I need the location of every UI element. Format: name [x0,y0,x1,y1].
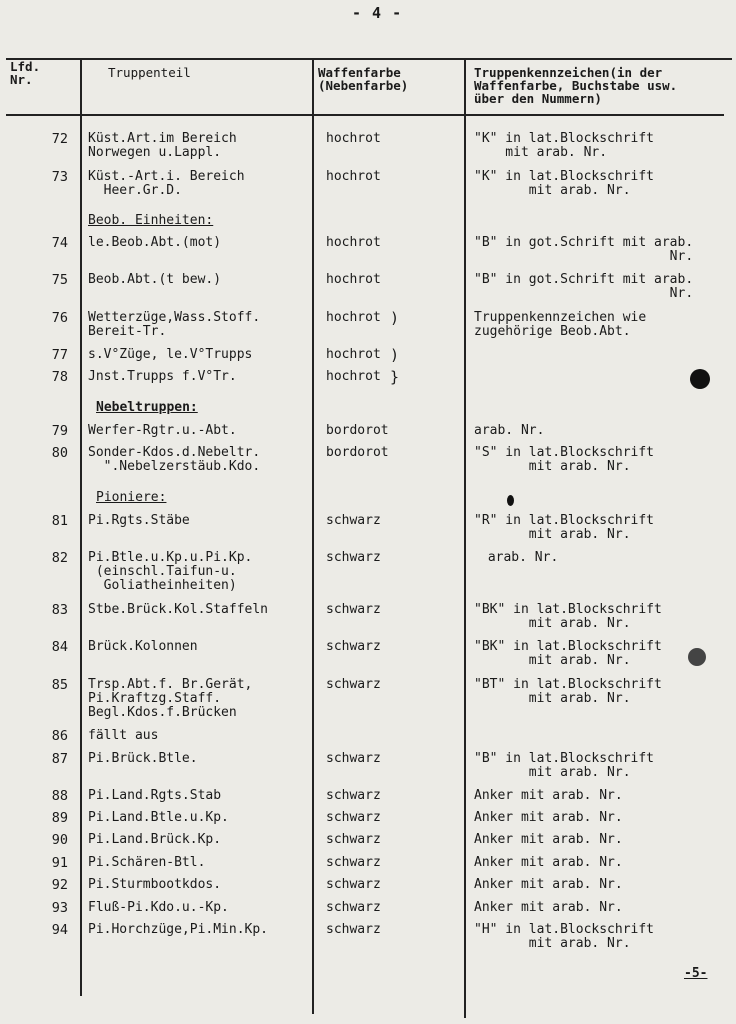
unit-cell: Beob.Abt.(t bew.) [88,272,222,287]
mark-cell: Truppenkennzeichen wie zugehörige Beob.Abt. [474,310,647,339]
column-divider-3 [464,58,466,1018]
color-cell: schwarz [326,550,381,565]
color-cell: schwarz [326,751,381,766]
row-number: 91 [51,855,68,871]
grouping-brace: ) [390,346,400,364]
color-cell: hochrot [326,131,381,146]
row-number: 89 [51,810,68,826]
row-number: 73 [51,169,68,185]
color-cell: hochrot [326,272,381,287]
mark-cell: "S" in lat.Blockschrift mit arab. Nr. [474,445,655,474]
punch-hole [690,369,710,389]
header-mark: Truppenkennzeichen(in der Waffenfarbe, Buchstabe usw. über den Nummern) [474,65,678,106]
row-number: 81 [51,513,68,529]
row-number: 86 [51,728,68,744]
mark-cell: arab. Nr. [480,550,559,565]
color-cell: schwarz [326,877,381,892]
unit-cell: Stbe.Brück.Kol.Staffeln [88,602,269,617]
row-number: 82 [51,550,68,566]
unit-cell: Küst.Art.im Bereich Norwegen u.Lappl. [88,131,237,160]
mark-cell: "BT" in lat.Blockschrift mit arab. Nr. [474,677,662,706]
mark-cell: "H" in lat.Blockschrift mit arab. Nr. [474,922,655,951]
table-top-rule [6,58,732,60]
row-number: 87 [51,751,68,767]
row-number: 80 [51,445,68,461]
grouping-brace: } [390,368,400,386]
unit-cell: fällt aus [88,728,159,743]
unit-cell: s.V°Züge, le.V°Trupps [88,347,253,362]
row-number: 90 [51,832,68,848]
color-cell: schwarz [326,602,381,617]
punch-hole [688,648,706,666]
color-cell: hochrot [326,347,381,362]
mark-cell: "K" in lat.Blockschrift mit arab. Nr. [474,131,655,160]
row-number: 74 [51,235,68,251]
mark-cell: Anker mit arab. Nr. [474,877,623,892]
row-number: 78 [51,369,68,385]
column-divider-2 [312,58,314,1014]
unit-cell: Pi.Land.Rgts.Stab [88,788,222,803]
mark-cell: Anker mit arab. Nr. [474,855,623,870]
row-number: 79 [51,423,68,439]
unit-cell: Pi.Rgts.Stäbe [88,513,190,528]
color-cell: hochrot [326,235,381,250]
unit-cell: Pi.Btle.u.Kp.u.Pi.Kp. (einschl.Taifun-u. Goliatheinheiten) [88,550,253,593]
color-cell: schwarz [326,810,381,825]
unit-cell: Trsp.Abt.f. Br.Gerät, Pi.Kraftzg.Staff. Begl.Kdos.f.Brücken [88,677,253,720]
unit-cell: Jnst.Trupps f.V°Tr. [88,369,237,384]
mark-cell: Anker mit arab. Nr. [474,900,623,915]
color-cell: schwarz [326,513,381,528]
unit-cell: Pi.Horchzüge,Pi.Min.Kp. [88,922,269,937]
grouping-brace: ) [390,309,400,327]
unit-cell: Pi.Land.Brück.Kp. [88,832,222,847]
ink-spot [507,495,514,506]
row-number: 83 [51,602,68,618]
mark-cell: "B" in got.Schrift mit arab. Nr. [474,272,694,301]
section-heading: Nebeltruppen: [96,400,198,415]
color-cell: hochrot [326,310,381,325]
row-number: 76 [51,310,68,326]
unit-cell: Küst.-Art.i. Bereich Heer.Gr.D. [88,169,245,198]
page-number: - 4 - [352,4,403,22]
row-number: 93 [51,900,68,916]
unit-cell: Werfer-Rgtr.u.-Abt. [88,423,237,438]
mark-cell: arab. Nr. [474,423,545,438]
row-number: 84 [51,639,68,655]
color-cell: schwarz [326,788,381,803]
mark-cell: "B" in got.Schrift mit arab. Nr. [474,235,694,264]
unit-cell: le.Beob.Abt.(mot) [88,235,222,250]
unit-cell: Brück.Kolonnen [88,639,198,654]
row-number: 75 [51,272,68,288]
unit-cell: Pi.Sturmbootkdos. [88,877,222,892]
row-number: 77 [51,347,68,363]
unit-cell: Pi.Schären-Btl. [88,855,206,870]
unit-cell: Fluß-Pi.Kdo.u.-Kp. [88,900,229,915]
row-number: 94 [51,922,68,938]
color-cell: schwarz [326,832,381,847]
row-number: 92 [51,877,68,893]
next-page-marker: -5- [684,966,708,981]
color-cell: schwarz [326,855,381,870]
mark-cell: "BK" in lat.Blockschrift mit arab. Nr. [474,639,662,668]
column-divider-1 [80,58,82,996]
unit-cell: Sonder-Kdos.d.Nebeltr. ".Nebelzerstäub.Kdo. [88,445,261,474]
header-color: Waffenfarbe (Nebenfarbe) [318,65,409,93]
unit-cell: Pi.Land.Btle.u.Kp. [88,810,229,825]
row-number: 85 [51,677,68,693]
color-cell: hochrot [326,169,381,184]
color-cell: schwarz [326,922,381,937]
mark-cell: "R" in lat.Blockschrift mit arab. Nr. [474,513,655,542]
mark-cell: "BK" in lat.Blockschrift mit arab. Nr. [474,602,662,631]
section-heading: Pioniere: [96,490,167,505]
section-heading: Beob. Einheiten: [88,213,214,228]
mark-cell: Anker mit arab. Nr. [474,832,623,847]
mark-cell: "K" in lat.Blockschrift mit arab. Nr. [474,169,655,198]
mark-cell: Anker mit arab. Nr. [474,788,623,803]
header-bottom-rule [6,114,724,116]
row-number: 88 [51,788,68,804]
unit-cell: Pi.Brück.Btle. [88,751,198,766]
color-cell: schwarz [326,900,381,915]
unit-cell: Wetterzüge,Wass.Stoff. Bereit-Tr. [88,310,261,339]
header-unit: Truppenteil [108,65,191,80]
header-nr: Lfd. Nr. [10,59,41,87]
color-cell: bordorot [326,423,389,438]
color-cell: bordorot [326,445,389,460]
row-number: 72 [51,131,68,147]
color-cell: schwarz [326,677,381,692]
mark-cell: "B" in lat.Blockschrift mit arab. Nr. [474,751,655,780]
mark-cell: Anker mit arab. Nr. [474,810,623,825]
color-cell: schwarz [326,639,381,654]
color-cell: hochrot [326,369,381,384]
